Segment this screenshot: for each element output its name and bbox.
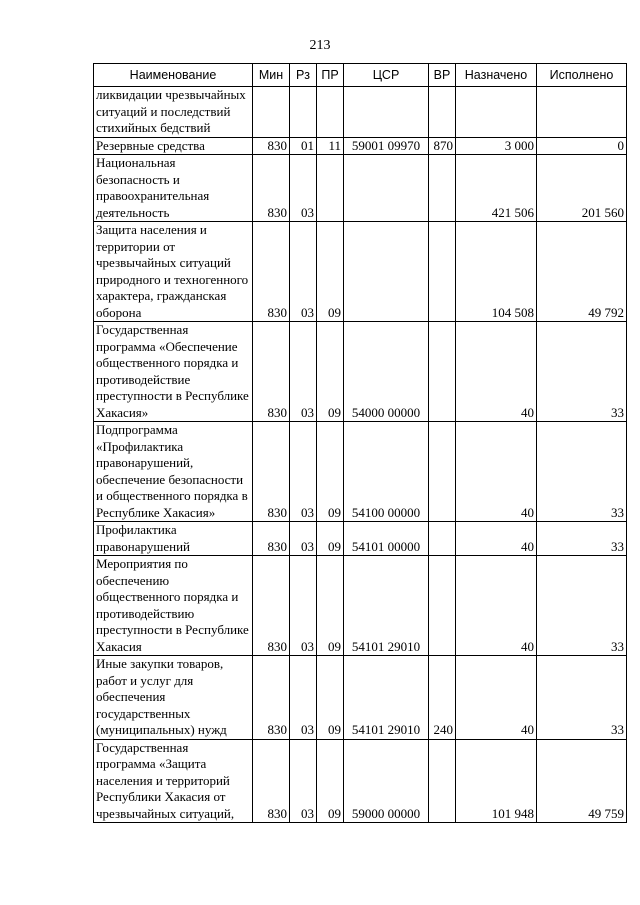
row-executed: 0 xyxy=(537,137,627,155)
row-assigned: 421 506 xyxy=(456,155,537,222)
row-name: Государственная программа «Защита населения и территорий Республики Хакасия от чрезвычайных ситуаций, xyxy=(94,739,253,823)
row-assigned: 104 508 xyxy=(456,222,537,322)
row-csr xyxy=(344,87,429,138)
row-executed: 201 560 xyxy=(537,155,627,222)
row-pr xyxy=(317,87,344,138)
row-csr xyxy=(344,155,429,222)
row-vr xyxy=(429,87,456,138)
row-pr: 11 xyxy=(317,137,344,155)
column-header-executed: Исполнено xyxy=(537,64,627,87)
row-executed: 49 759 xyxy=(537,739,627,823)
row-name: Иные закупки товаров, работ и услуг для обеспечения государственных (муниципальных) нужд xyxy=(94,656,253,740)
row-min: 830 xyxy=(253,155,290,222)
table-row xyxy=(94,87,627,138)
row-rz: 03 xyxy=(290,656,317,740)
row-vr: 240 xyxy=(429,656,456,740)
row-min: 830 xyxy=(253,422,290,522)
column-header-pr: ПР xyxy=(317,64,344,87)
row-name: Защита населения и территории от чрезвычайных ситуаций природного и техногенного характера, гражданская оборона xyxy=(94,222,253,322)
row-executed: 33 xyxy=(537,556,627,656)
table-row xyxy=(94,556,627,656)
row-name: Подпрограмма «Профилактика правонарушений, обеспечение безопасности и общественного порядка в Республике Хакасия» xyxy=(94,422,253,522)
row-csr: 59001 09970 xyxy=(344,137,429,155)
row-name: Профилактика правонарушений xyxy=(94,522,253,556)
row-rz: 03 xyxy=(290,739,317,823)
row-assigned: 40 xyxy=(456,322,537,422)
row-csr xyxy=(344,222,429,322)
row-csr: 54101 00000 xyxy=(344,522,429,556)
row-executed: 33 xyxy=(537,656,627,740)
row-name: Национальная безопасность и правоохранительная деятельность xyxy=(94,155,253,222)
table-row xyxy=(94,322,627,422)
row-csr: 59000 00000 xyxy=(344,739,429,823)
row-assigned xyxy=(456,87,537,138)
row-csr: 54101 29010 xyxy=(344,556,429,656)
row-vr xyxy=(429,556,456,656)
row-vr xyxy=(429,155,456,222)
table-row xyxy=(94,222,627,322)
row-min: 830 xyxy=(253,556,290,656)
row-rz: 03 xyxy=(290,556,317,656)
row-vr: 870 xyxy=(429,137,456,155)
row-rz: 03 xyxy=(290,222,317,322)
row-pr: 09 xyxy=(317,522,344,556)
row-pr: 09 xyxy=(317,222,344,322)
row-executed xyxy=(537,87,627,138)
table-row xyxy=(94,522,627,556)
column-header-csr: ЦСР xyxy=(344,64,429,87)
table-row xyxy=(94,739,627,823)
page-number: 213 xyxy=(309,38,331,53)
row-assigned: 40 xyxy=(456,522,537,556)
row-pr: 09 xyxy=(317,656,344,740)
row-name: Мероприятия по обеспечению общественного порядка и противодействию преступности в Республике Хакасия xyxy=(94,556,253,656)
row-pr: 09 xyxy=(317,556,344,656)
table-row xyxy=(94,137,627,155)
budget-table xyxy=(93,63,627,823)
row-pr xyxy=(317,155,344,222)
table-header-row xyxy=(94,64,627,87)
row-assigned: 3 000 xyxy=(456,137,537,155)
row-min: 830 xyxy=(253,322,290,422)
row-assigned: 40 xyxy=(456,556,537,656)
row-min: 830 xyxy=(253,656,290,740)
row-vr xyxy=(429,739,456,823)
row-min: 830 xyxy=(253,739,290,823)
table-row xyxy=(94,422,627,522)
row-executed: 49 792 xyxy=(537,222,627,322)
row-rz: 03 xyxy=(290,322,317,422)
row-vr xyxy=(429,522,456,556)
row-assigned: 101 948 xyxy=(456,739,537,823)
row-min xyxy=(253,87,290,138)
column-header-assigned: Назначено xyxy=(456,64,537,87)
row-pr: 09 xyxy=(317,422,344,522)
row-rz: 03 xyxy=(290,422,317,522)
row-min: 830 xyxy=(253,222,290,322)
column-header-min: Мин xyxy=(253,64,290,87)
row-csr: 54000 00000 xyxy=(344,322,429,422)
row-csr: 54101 29010 xyxy=(344,656,429,740)
row-csr: 54100 00000 xyxy=(344,422,429,522)
column-header-name: Наименование xyxy=(94,64,253,87)
row-name: Резервные средства xyxy=(94,137,253,155)
row-vr xyxy=(429,422,456,522)
row-min: 830 xyxy=(253,137,290,155)
table-row xyxy=(94,155,627,222)
column-header-rz: Рз xyxy=(290,64,317,87)
column-header-vr: ВР xyxy=(429,64,456,87)
row-name: ликвидации чрезвычайных ситуаций и последствий стихийных бедствий xyxy=(94,87,253,138)
row-rz: 03 xyxy=(290,522,317,556)
row-rz: 01 xyxy=(290,137,317,155)
row-vr xyxy=(429,322,456,422)
row-assigned: 40 xyxy=(456,422,537,522)
row-rz: 03 xyxy=(290,155,317,222)
row-name: Государственная программа «Обеспечение общественного порядка и противодействие преступности в Республике Хакасия» xyxy=(94,322,253,422)
row-min: 830 xyxy=(253,522,290,556)
row-executed: 33 xyxy=(537,422,627,522)
row-executed: 33 xyxy=(537,522,627,556)
row-assigned: 40 xyxy=(456,656,537,740)
row-executed: 33 xyxy=(537,322,627,422)
table-row xyxy=(94,656,627,740)
row-pr: 09 xyxy=(317,739,344,823)
row-vr xyxy=(429,222,456,322)
row-rz xyxy=(290,87,317,138)
row-pr: 09 xyxy=(317,322,344,422)
